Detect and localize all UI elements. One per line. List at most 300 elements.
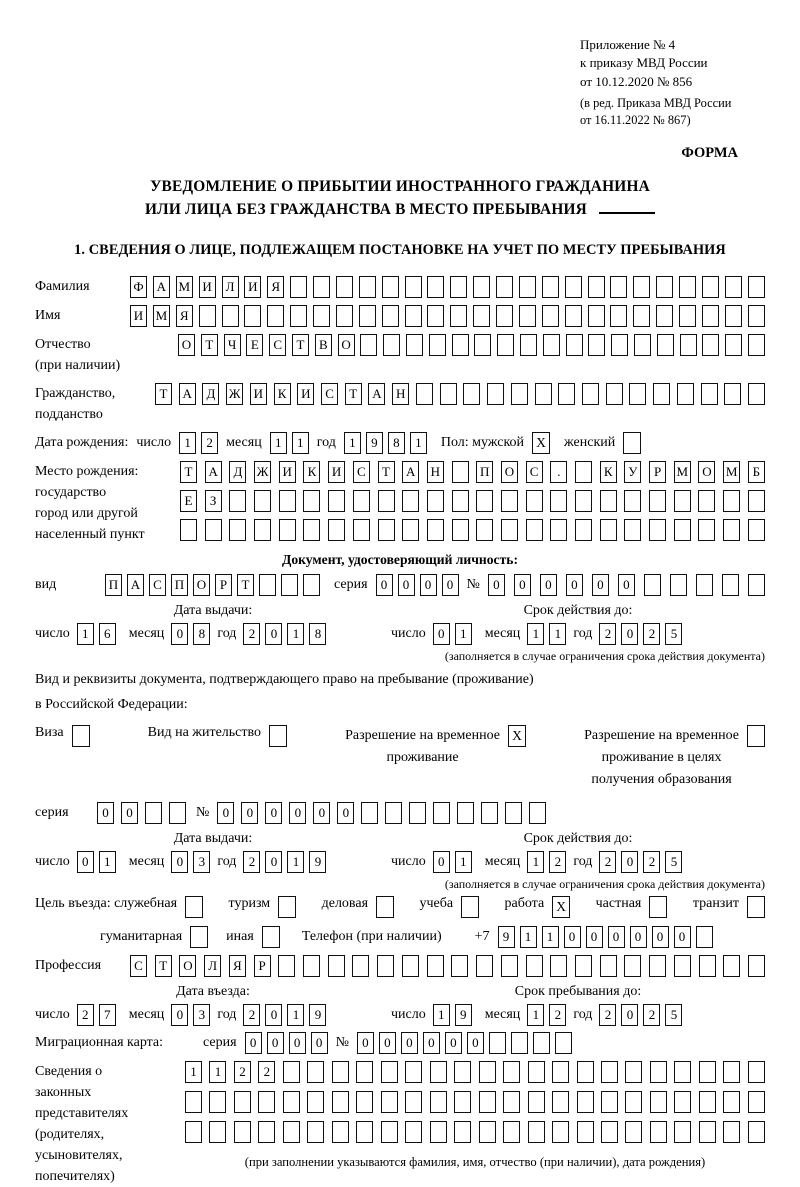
char-cell[interactable]: 2 [549,1004,566,1026]
char-cell[interactable] [353,519,370,541]
char-cell[interactable]: 5 [665,623,682,645]
char-cell[interactable] [501,955,518,977]
char-cell[interactable] [476,955,493,977]
char-cell[interactable] [303,574,320,596]
char-cell[interactable] [451,955,468,977]
char-cell[interactable]: 8 [309,623,326,645]
char-cell[interactable] [259,574,276,596]
char-cell[interactable] [313,305,330,327]
char-cell[interactable] [575,519,592,541]
char-cell[interactable]: 0 [289,802,306,824]
char-cell[interactable] [610,276,627,298]
char-cell[interactable]: 0 [401,1032,418,1054]
char-cell[interactable] [610,305,627,327]
char-cell[interactable] [454,1121,471,1143]
char-cell[interactable] [229,490,246,512]
char-cell[interactable]: 2 [201,432,218,454]
char-cell[interactable] [497,334,514,356]
purpose-private-checkbox[interactable] [649,896,667,918]
char-cell[interactable]: 1 [179,432,196,454]
char-cell[interactable] [303,519,320,541]
char-cell[interactable] [209,1121,226,1143]
char-cell[interactable]: 0 [311,1032,328,1054]
char-cell[interactable] [452,490,469,512]
char-cell[interactable] [723,1121,740,1143]
char-cell[interactable] [600,955,617,977]
purpose-business-checkbox[interactable] [376,896,394,918]
char-cell[interactable] [209,1091,226,1113]
char-cell[interactable] [588,276,605,298]
char-cell[interactable]: М [723,461,740,483]
char-cell[interactable]: 0 [514,574,531,596]
char-cell[interactable]: Д [202,383,219,405]
char-cell[interactable] [533,1032,550,1054]
char-cell[interactable] [427,955,444,977]
char-cell[interactable] [555,1032,572,1054]
sex-female-checkbox[interactable] [623,432,641,454]
char-cell[interactable]: А [179,383,196,405]
char-cell[interactable] [725,305,742,327]
char-cell[interactable] [748,574,765,596]
char-cell[interactable] [601,1091,618,1113]
char-cell[interactable] [503,1121,520,1143]
char-cell[interactable]: 1 [520,926,537,948]
char-cell[interactable] [679,276,696,298]
char-cell[interactable]: . [550,461,567,483]
char-cell[interactable] [702,276,719,298]
char-cell[interactable] [307,1091,324,1113]
char-cell[interactable]: 0 [398,574,415,596]
char-cell[interactable]: А [205,461,222,483]
char-cell[interactable] [279,490,296,512]
char-cell[interactable] [278,955,295,977]
char-cell[interactable]: 0 [217,802,234,824]
char-cell[interactable] [332,1061,349,1083]
char-cell[interactable]: С [269,334,286,356]
char-cell[interactable]: 0 [77,851,94,873]
char-cell[interactable]: У [624,461,641,483]
char-cell[interactable] [653,383,670,405]
char-cell[interactable] [402,519,419,541]
char-cell[interactable]: О [178,334,195,356]
char-cell[interactable]: 1 [209,1061,226,1083]
char-cell[interactable] [625,1061,642,1083]
char-cell[interactable]: 6 [99,623,116,645]
char-cell[interactable]: 2 [243,1004,260,1026]
char-cell[interactable]: 9 [309,1004,326,1026]
char-cell[interactable] [383,334,400,356]
char-cell[interactable]: 7 [99,1004,116,1026]
char-cell[interactable]: 1 [287,623,304,645]
char-cell[interactable]: 0 [171,851,188,873]
char-cell[interactable]: Д [229,461,246,483]
char-cell[interactable] [723,519,740,541]
char-cell[interactable] [722,574,739,596]
char-cell[interactable]: 0 [423,1032,440,1054]
char-cell[interactable]: 1 [287,1004,304,1026]
char-cell[interactable] [336,305,353,327]
char-cell[interactable]: 1 [542,926,559,948]
char-cell[interactable]: И [130,305,147,327]
char-cell[interactable]: 0 [592,574,609,596]
char-cell[interactable]: 0 [608,926,625,948]
char-cell[interactable]: С [130,955,147,977]
char-cell[interactable]: О [179,955,196,977]
char-cell[interactable] [748,955,765,977]
char-cell[interactable] [382,276,399,298]
char-cell[interactable]: 0 [467,1032,484,1054]
char-cell[interactable] [558,383,575,405]
char-cell[interactable] [381,1121,398,1143]
char-cell[interactable]: П [476,461,493,483]
char-cell[interactable] [290,305,307,327]
char-cell[interactable] [674,1121,691,1143]
char-cell[interactable]: А [402,461,419,483]
char-cell[interactable]: 1 [270,432,287,454]
char-cell[interactable] [328,955,345,977]
char-cell[interactable]: Я [229,955,246,977]
purpose-study-checkbox[interactable] [461,896,479,918]
char-cell[interactable] [359,276,376,298]
char-cell[interactable]: 1 [287,851,304,873]
char-cell[interactable] [680,334,697,356]
char-cell[interactable] [633,305,650,327]
char-cell[interactable] [606,383,623,405]
char-cell[interactable] [656,276,673,298]
char-cell[interactable] [552,1091,569,1113]
char-cell[interactable]: К [274,383,291,405]
char-cell[interactable] [577,1121,594,1143]
char-cell[interactable] [290,276,307,298]
char-cell[interactable]: 0 [97,802,114,824]
char-cell[interactable]: 0 [265,623,282,645]
char-cell[interactable] [454,1061,471,1083]
char-cell[interactable] [519,305,536,327]
char-cell[interactable] [725,334,742,356]
char-cell[interactable]: И [250,383,267,405]
char-cell[interactable]: 0 [245,1032,262,1054]
char-cell[interactable]: 1 [455,851,472,873]
char-cell[interactable]: 0 [674,926,691,948]
char-cell[interactable] [649,490,666,512]
char-cell[interactable]: М [153,305,170,327]
char-cell[interactable] [244,305,261,327]
char-cell[interactable] [402,955,419,977]
char-cell[interactable] [450,276,467,298]
char-cell[interactable]: О [338,334,355,356]
char-cell[interactable]: 1 [433,1004,450,1026]
char-cell[interactable] [550,519,567,541]
char-cell[interactable] [528,1091,545,1113]
char-cell[interactable] [381,1091,398,1113]
char-cell[interactable] [575,461,592,483]
char-cell[interactable] [511,383,528,405]
char-cell[interactable] [748,334,765,356]
char-cell[interactable]: Р [649,461,666,483]
char-cell[interactable] [180,519,197,541]
char-cell[interactable] [479,1061,496,1083]
purpose-work-checkbox[interactable]: X [552,896,570,918]
char-cell[interactable] [699,1091,716,1113]
char-cell[interactable] [481,802,498,824]
char-cell[interactable]: 9 [309,851,326,873]
char-cell[interactable]: А [127,574,144,596]
char-cell[interactable] [332,1121,349,1143]
char-cell[interactable]: 0 [652,926,669,948]
char-cell[interactable] [577,1061,594,1083]
sex-male-checkbox[interactable]: X [532,432,550,454]
char-cell[interactable] [724,383,741,405]
char-cell[interactable] [258,1091,275,1113]
char-cell[interactable] [258,1121,275,1143]
char-cell[interactable] [552,1061,569,1083]
char-cell[interactable] [452,519,469,541]
char-cell[interactable]: И [328,461,345,483]
char-cell[interactable] [402,490,419,512]
char-cell[interactable] [505,802,522,824]
char-cell[interactable]: 8 [388,432,405,454]
char-cell[interactable]: 2 [234,1061,251,1083]
char-cell[interactable]: 8 [193,623,210,645]
char-cell[interactable] [702,305,719,327]
char-cell[interactable] [748,276,765,298]
char-cell[interactable] [501,490,518,512]
char-cell[interactable] [332,1091,349,1113]
char-cell[interactable] [670,574,687,596]
char-cell[interactable]: 0 [337,802,354,824]
char-cell[interactable] [185,1091,202,1113]
char-cell[interactable]: О [698,461,715,483]
char-cell[interactable]: 1 [527,623,544,645]
char-cell[interactable]: И [199,276,216,298]
char-cell[interactable]: П [171,574,188,596]
char-cell[interactable] [303,490,320,512]
char-cell[interactable] [360,334,377,356]
char-cell[interactable]: Р [254,955,271,977]
char-cell[interactable]: С [526,461,543,483]
char-cell[interactable]: Т [378,461,395,483]
char-cell[interactable] [649,955,666,977]
char-cell[interactable] [185,1121,202,1143]
char-cell[interactable] [656,305,673,327]
char-cell[interactable]: 3 [193,1004,210,1026]
char-cell[interactable] [575,490,592,512]
char-cell[interactable]: Т [201,334,218,356]
char-cell[interactable]: 0 [265,802,282,824]
char-cell[interactable] [473,276,490,298]
char-cell[interactable]: 2 [77,1004,94,1026]
char-cell[interactable] [476,490,493,512]
char-cell[interactable]: 1 [549,623,566,645]
char-cell[interactable] [496,276,513,298]
char-cell[interactable]: 2 [599,1004,616,1026]
char-cell[interactable] [405,1121,422,1143]
char-cell[interactable] [566,334,583,356]
char-cell[interactable]: Т [237,574,254,596]
char-cell[interactable] [601,1061,618,1083]
char-cell[interactable] [674,1091,691,1113]
char-cell[interactable] [489,1032,506,1054]
char-cell[interactable] [479,1121,496,1143]
char-cell[interactable] [427,490,444,512]
char-cell[interactable] [674,1061,691,1083]
char-cell[interactable] [529,802,546,824]
char-cell[interactable]: М [176,276,193,298]
char-cell[interactable]: 0 [357,1032,374,1054]
char-cell[interactable] [679,305,696,327]
char-cell[interactable] [409,802,426,824]
char-cell[interactable] [526,955,543,977]
char-cell[interactable]: О [193,574,210,596]
char-cell[interactable] [550,955,567,977]
char-cell[interactable]: Л [204,955,221,977]
char-cell[interactable]: 9 [455,1004,472,1026]
char-cell[interactable]: 0 [171,1004,188,1026]
char-cell[interactable]: 0 [540,574,557,596]
char-cell[interactable] [406,334,423,356]
char-cell[interactable]: 9 [366,432,383,454]
char-cell[interactable] [283,1121,300,1143]
char-cell[interactable]: 2 [643,851,660,873]
char-cell[interactable] [405,276,422,298]
char-cell[interactable] [450,305,467,327]
char-cell[interactable] [575,955,592,977]
char-cell[interactable] [528,1121,545,1143]
char-cell[interactable] [405,305,422,327]
char-cell[interactable]: 1 [292,432,309,454]
char-cell[interactable] [748,383,765,405]
char-cell[interactable] [205,519,222,541]
char-cell[interactable]: 0 [630,926,647,948]
char-cell[interactable] [674,519,691,541]
char-cell[interactable] [748,305,765,327]
visa-checkbox[interactable] [72,725,90,747]
char-cell[interactable]: Р [215,574,232,596]
char-cell[interactable] [361,802,378,824]
char-cell[interactable]: 1 [527,1004,544,1026]
char-cell[interactable]: 0 [265,851,282,873]
char-cell[interactable]: И [279,461,296,483]
char-cell[interactable] [701,383,718,405]
purpose-transit-checkbox[interactable] [747,896,765,918]
char-cell[interactable] [650,1091,667,1113]
char-cell[interactable] [650,1121,667,1143]
char-cell[interactable] [624,519,641,541]
char-cell[interactable] [649,519,666,541]
char-cell[interactable]: И [297,383,314,405]
char-cell[interactable]: 2 [243,851,260,873]
char-cell[interactable] [279,519,296,541]
char-cell[interactable] [377,955,394,977]
char-cell[interactable]: П [105,574,122,596]
char-cell[interactable] [644,574,661,596]
char-cell[interactable]: 0 [289,1032,306,1054]
char-cell[interactable] [487,383,504,405]
char-cell[interactable] [588,305,605,327]
char-cell[interactable] [267,305,284,327]
char-cell[interactable]: Ж [226,383,243,405]
char-cell[interactable]: Ж [254,461,271,483]
char-cell[interactable]: Т [292,334,309,356]
char-cell[interactable]: 0 [241,802,258,824]
char-cell[interactable]: 0 [564,926,581,948]
char-cell[interactable] [328,519,345,541]
char-cell[interactable]: 5 [665,1004,682,1026]
char-cell[interactable]: Т [345,383,362,405]
char-cell[interactable] [359,305,376,327]
purpose-tourism-checkbox[interactable] [278,896,296,918]
char-cell[interactable] [427,276,444,298]
char-cell[interactable]: 0 [618,574,635,596]
char-cell[interactable]: О [501,461,518,483]
char-cell[interactable] [433,802,450,824]
char-cell[interactable] [427,305,444,327]
char-cell[interactable] [427,519,444,541]
char-cell[interactable] [405,1061,422,1083]
char-cell[interactable] [526,490,543,512]
char-cell[interactable] [519,276,536,298]
char-cell[interactable]: 0 [171,623,188,645]
char-cell[interactable] [283,1091,300,1113]
char-cell[interactable] [624,490,641,512]
char-cell[interactable]: С [149,574,166,596]
char-cell[interactable] [479,1091,496,1113]
char-cell[interactable] [565,276,582,298]
char-cell[interactable]: М [674,461,691,483]
char-cell[interactable] [699,1061,716,1083]
char-cell[interactable] [234,1121,251,1143]
char-cell[interactable] [702,334,719,356]
char-cell[interactable] [698,519,715,541]
char-cell[interactable]: 0 [433,623,450,645]
char-cell[interactable] [723,1061,740,1083]
char-cell[interactable]: 0 [586,926,603,948]
purpose-humanitarian-checkbox[interactable] [190,926,208,948]
char-cell[interactable] [600,519,617,541]
char-cell[interactable] [699,1121,716,1143]
char-cell[interactable] [748,519,765,541]
char-cell[interactable]: Т [155,383,172,405]
char-cell[interactable] [353,490,370,512]
char-cell[interactable] [542,276,559,298]
char-cell[interactable]: 0 [442,574,459,596]
char-cell[interactable]: 2 [243,623,260,645]
char-cell[interactable]: З [205,490,222,512]
char-cell[interactable]: 5 [665,851,682,873]
char-cell[interactable] [634,334,651,356]
char-cell[interactable] [577,1091,594,1113]
char-cell[interactable] [624,955,641,977]
char-cell[interactable] [496,305,513,327]
char-cell[interactable]: Е [180,490,197,512]
char-cell[interactable]: 0 [621,851,638,873]
char-cell[interactable] [520,334,537,356]
char-cell[interactable]: 2 [643,1004,660,1026]
char-cell[interactable] [254,519,271,541]
char-cell[interactable] [535,383,552,405]
purpose-other-checkbox[interactable] [262,926,280,948]
char-cell[interactable] [328,490,345,512]
char-cell[interactable]: 0 [433,851,450,873]
char-cell[interactable]: А [368,383,385,405]
char-cell[interactable] [633,276,650,298]
char-cell[interactable]: 1 [185,1061,202,1083]
char-cell[interactable] [454,1091,471,1113]
char-cell[interactable] [229,519,246,541]
char-cell[interactable] [625,1121,642,1143]
char-cell[interactable]: 3 [193,851,210,873]
char-cell[interactable]: Т [180,461,197,483]
